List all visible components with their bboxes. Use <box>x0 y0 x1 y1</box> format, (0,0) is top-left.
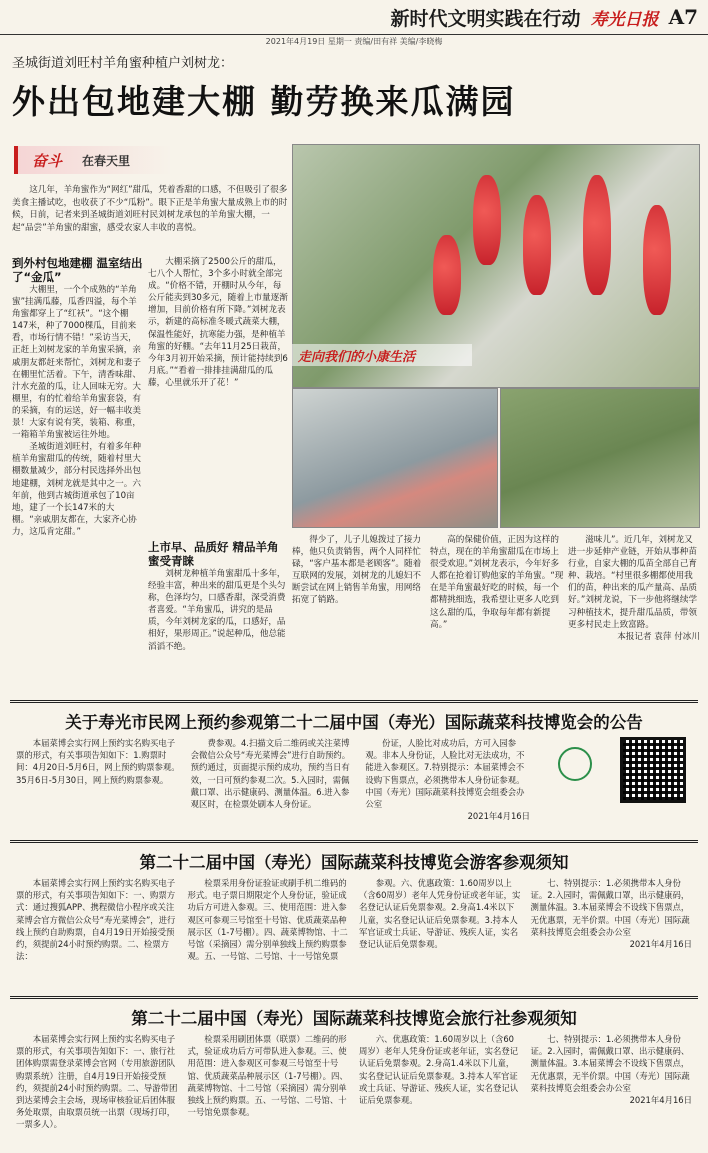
notice-title: 第二十二届中国（寿光）国际蔬菜科技博览会旅行社参观须知 <box>131 1009 577 1028</box>
photo-banner: 走向我们的小康生活 <box>292 344 472 366</box>
column-badge <box>14 146 172 174</box>
badge-red-text: 奋斗 <box>32 152 63 170</box>
notice-text: 检票采用刷团体票（联票）二维码的形式，验证成功后方可带队进入参观。三、使用范围：进入参观区可参观三号馆至十号馆、优质蔬菜品种展示区（1-7号棚）。四、蔬菜博物馆、十二号馆（采摘园）需分别单独线上预约购票。五、一号馆、二号馆、十一号馆免票参观。 <box>187 1034 348 1118</box>
badge-text: 在春天里 <box>82 154 131 168</box>
article-paragraph: 滋味儿”。近几年，刘树龙又进一步延伸产业链，开始从事种苗行业，自家大棚的瓜苗全部自己育种、栽培。“村里很多棚都使用我们的苗，种出来的瓜产量高、品质好。”刘树龙说，下一步他将继续学习种植技术，提升甜瓜品质，带领更多村民走上致富路。 <box>568 535 698 630</box>
article-paragraph: 圣城街道刘旺村，有着多年种植羊角蜜甜瓜的传统，随着村里大棚数量减少，部分村民选择外出包地建棚，刘树龙就是其中之一。六年前，他到古城街道承包了10亩地，建了一个长147米的大棚。“亲戚朋友都在，大家齐心协力，这瓜肯定甜。” <box>12 442 141 537</box>
section-title: 新时代文明实践在行动 <box>390 7 581 30</box>
notice-date: 2021年4月16日 <box>467 811 531 822</box>
notice-text: 七、特别提示：1.必须携带本人身份证。2.入园时，需佩戴口罩，出示健康码，测量体温。3.本届菜博会不设线下售票点，无优惠票，无半价票。中国（寿光）国际蔬菜科技博览会组委会办公室 <box>530 878 690 937</box>
notice-title: 关于寿光市民网上预约参观第二十二届中国（寿光）国际蔬菜科技博览会的公告 <box>65 713 643 732</box>
notice-text: 本届菜博会实行网上预约实名购买电子票的形式，有关事项告知如下：1.购票时间：4月20日-5月6日，网上预约购票参观。35月6日-5月30日，网上预约购票参观。 <box>16 738 180 785</box>
article-paragraph: 大棚采摘了2500公斤的甜瓜，七八个人帮忙，3个多小时就全部完成。“价格不错，开棚时从今年，每公斤能卖到30多元，随着上市量逐渐增加，目前价格有所下降。”刘树龙表示，新建的高标准冬暖式蔬菜大棚，保温性能好，抗寒能力强，是种植羊角蜜的好棚。“去年11月25日栽苗，今年3月初开始采摘，预计能持续到6月底。”“看着一排排挂满甜瓜的瓜藤，心里就乐开了花！” <box>148 257 288 388</box>
notice-text: 六、优惠政策：1.60周岁以上（含60周岁）老年人凭身份证或老年证，实名登记认证后免票参观。2.身高1.4米以下儿童，实名登记认证后免票参观。3.持本人军官证或士兵证、导游证、残疾人证，实名登记认证后免票参观。 <box>359 1034 519 1106</box>
byline: 本报记者 袁萍 付冰川 <box>617 631 700 642</box>
article-column-3 <box>148 540 288 653</box>
article-kicker: 圣城街道刘旺村羊角蜜种植户刘树龙： <box>12 56 234 71</box>
article-headline: 外出包地建大棚 勤劳换来瓜满园 <box>12 82 516 121</box>
article-paragraph: 大棚里，一个个成熟的“羊角蜜”挂满瓜藤，瓜香四溢，每个羊角蜜都穿上了“红袄”。“这个棚147米，种了7000棵瓜，目前来看，市场行情不错！”采访当天，正赶上刘树龙家的羊角蜜采摘，亲戚朋友都赶来帮忙，刘树龙和妻子在棚里忙活着。下午，清香味甜、汁水充盈的瓜，让人回味无穷。大棚里，有的忙着给羊角蜜套袋，有的采摘，有的运送，好一幅丰收美景！大家有说有笑，装箱、称重，一箱箱羊角蜜被运往外地。 <box>12 285 141 441</box>
notice-text: 份证，人脸比对成功后，方可入园参观。非本人身份证，人脸比对无法成功，不能进入参观区。7.特别提示：本届菜博会不设购下售票点，必须携带本人身份证参观。中国（寿光）国际蔬菜科技博览会组委会办公室 <box>365 738 525 810</box>
article-paragraph: 高的保健价值，正因为这样的特点，现在的羊角蜜甜瓜在市场上很受欢迎。”刘树龙表示，今年好多人都在抢着订购他家的羊角蜜。“现在是羊角蜜最好吃的时候，每一个都精挑细选，我希望让更多人吃到这么甜的瓜，争取每年都有新提高。” <box>430 535 564 630</box>
article-paragraph: 得少了，儿子儿媳拨过了接力棒，他只负责销售，两个人同样忙碌，“客户基本都是老顾客”。随着互联网的发展，刘树龙的儿媳妇不断尝试在网上销售羊角蜜，用网络拓宽了销路。 <box>292 535 422 606</box>
article-lead: 这几年，羊角蜜作为“网红”甜瓜，凭着香甜的口感，不但吸引了很多美食主播试吃，也收获了不少“瓜粉”。眼下正是羊角蜜大量成熟上市的时候，日前，记者来到圣城街道刘旺村民刘树龙承包的羊角蜜大棚，一起“品尝”羊角蜜的甜蜜，感受农家人丰收的喜悦。 <box>12 185 288 233</box>
article-column-2 <box>148 256 288 389</box>
article-column-6 <box>568 534 700 643</box>
notice-title: 第二十二届中国（寿光）国际蔬菜科技博览会游客参观须知 <box>139 853 569 872</box>
harvest-photo <box>292 388 498 528</box>
expo-logo-icon <box>540 737 610 822</box>
article-column-5 <box>430 534 564 631</box>
article-paragraph: 刘树龙种植羊角蜜甜瓜十多年，经验丰富，种出来的甜瓜更是个头匀称，色泽均匀，口感香甜，深受消费者喜爱。“羊角蜜瓜，讲究的是品质，今年刘树龙家的瓜，口感好，品相好，果形周正。”说起种瓜，他总能滔滔不绝。 <box>148 569 286 652</box>
notice-text: 七、特别提示：1.必须携带本人身份证。2.入园时，需佩戴口罩、出示健康码、测量体温。3.本届菜博会不设线下售票点，无优惠票，无半价票。中国（寿光）国际蔬菜科技博览会组委会办公室 <box>530 1034 690 1093</box>
greenhouse-photo <box>500 388 700 528</box>
notice-text: 本届菜博会实行网上预约实名购买电子票的形式，有关事项告知如下：一、旅行社团体购票需登录菜博会官网（专用旅游团队购票系统）注册，自4月19日开始接受预约，须提前24小时预约购票。二、导游带团到达菜博会主会场，现场审核验证后团体服务处取票，由取票员统一出票（现场打印，一票多人）。 <box>16 1034 178 1130</box>
article-column-4 <box>292 534 426 607</box>
notice-online-booking <box>10 700 698 822</box>
notice-date: 2021年4月16日 <box>629 939 692 950</box>
page-number: A7 <box>668 5 698 29</box>
article-column-1 <box>12 256 144 538</box>
qr-code-icon[interactable] <box>620 737 692 822</box>
subheading-1: 到外村包地建棚 温室结出了“金瓜” <box>12 256 143 284</box>
notice-text: 参观。六、优惠政策：1.60周岁以上（含60周岁）老年人凭身份证或老年证，实名登记认证后免票参观。2.身高1.4米以下儿童，实名登记认证后免票参观。3.持本人军官证或士兵证、导游证、残疾人证，实名登记认证后免票参观。 <box>359 878 521 950</box>
dateline: 2021年4月19日 星期一 责编/田有祥 美编/李晓梅 <box>0 34 708 48</box>
notice-date: 2021年4月16日 <box>629 1095 692 1106</box>
notice-text: 检票采用身份证验证或刷手机二维码的形式。电子票日期限定个人身份证，验证成功后方可进入参观。三、使用范围：进入参观区可参观三号馆至十号馆、优质蔬菜品种展示区（1-7号棚）。四、蔬菜博物馆、十二号馆（采摘园）需分别单独线上预约购票参观。五、一号馆、二号馆、十一号馆免票 <box>187 878 348 962</box>
notice-visitor-guide <box>10 840 698 990</box>
subheading-2: 上市早、品质好 精品羊角蜜受青睐 <box>148 540 279 568</box>
notice-text: 本届菜博会实行网上预约实名购买电子票的形式，有关事项告知如下：一、购票方式：通过搜狐APP、携程微信小程序或关注菜博会官方微信公众号“寿光菜博会”，进行线上预约自助购票，自4月19日开始接受预约，须提前24小时预约购票。二、检票方法： <box>16 878 176 962</box>
masthead <box>0 0 708 34</box>
notice-travel-agency-guide <box>10 996 698 1146</box>
paper-logo: 寿光日报 <box>590 9 659 30</box>
notice-text: 费参观。4.扫描文后二维码或关注菜博会微信公众号“寿光菜博会”进行自助预约。预约通过，页面提示预约成功，预约当日有效，一日可预约参观二次。5.入园时，需佩戴口罩、出示健康码、测量体温。6.进入参观区时，在检票处刷本人身份证。 <box>190 738 351 810</box>
